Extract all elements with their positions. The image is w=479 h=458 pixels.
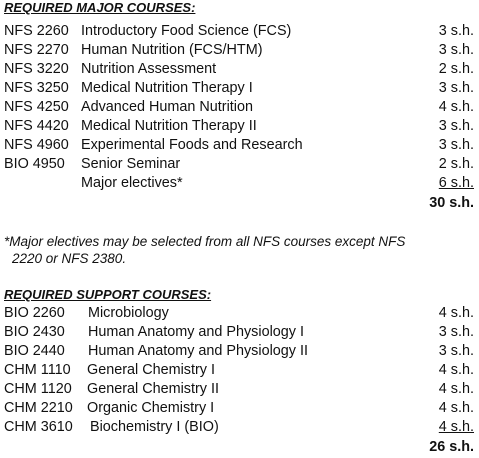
course-title: General Chemistry I — [87, 362, 215, 378]
course-title: Senior Seminar — [81, 156, 181, 172]
course-credits: 3 s.h. — [438, 137, 474, 153]
course-title: Major electives* — [81, 175, 183, 191]
total-row — [4, 194, 474, 213]
major-total-credits: 30 s.h. — [429, 195, 474, 211]
course-row — [4, 98, 474, 117]
major-courses-heading: REQUIRED MAJOR COURSES: — [4, 0, 196, 15]
course-title: Organic Chemistry I — [87, 400, 215, 416]
course-title: Medical Nutrition Therapy II — [81, 118, 257, 134]
course-code: NFS 2270 — [4, 42, 69, 58]
course-code: BIO 2430 — [4, 324, 65, 340]
course-title: Microbiology — [88, 305, 169, 321]
course-row — [4, 304, 474, 323]
course-credits: 4 s.h. — [438, 400, 474, 416]
course-row — [4, 361, 474, 380]
course-credits: 4 s.h. — [438, 362, 474, 378]
course-credits: 4 s.h. — [438, 419, 474, 435]
course-credits: 3 s.h. — [438, 23, 474, 39]
support-courses-heading: REQUIRED SUPPORT COURSES: — [4, 287, 212, 302]
course-code: NFS 3220 — [4, 61, 69, 77]
course-title: Advanced Human Nutrition — [81, 99, 253, 115]
course-credits: 4 s.h. — [438, 305, 474, 321]
course-code: CHM 3610 — [4, 419, 73, 435]
course-credits: 6 s.h. — [438, 175, 474, 191]
course-code: CHM 1120 — [4, 381, 72, 397]
course-row — [4, 79, 474, 98]
course-row — [4, 22, 474, 41]
course-credits: 3 s.h. — [438, 324, 474, 340]
course-title: Introductory Food Science (FCS) — [81, 23, 292, 39]
course-code: CHM 2210 — [4, 400, 73, 416]
course-code: BIO 4950 — [4, 156, 65, 172]
course-credits: 3 s.h. — [438, 118, 474, 134]
course-code: NFS 4250 — [4, 99, 69, 115]
course-code: NFS 2260 — [4, 23, 69, 39]
course-row — [4, 174, 474, 193]
course-credits: 2 s.h. — [438, 156, 474, 172]
course-credits: 3 s.h. — [438, 42, 474, 58]
electives-footnote-line-1: *Major electives may be selected from all NFS courses except NFS — [4, 234, 406, 249]
course-code: NFS 3250 — [4, 80, 69, 96]
course-code: BIO 2260 — [4, 305, 65, 321]
course-title: General Chemistry II — [87, 381, 219, 397]
course-credits: 4 s.h. — [438, 99, 474, 115]
course-title: Human Nutrition (FCS/HTM) — [81, 42, 263, 58]
course-row — [4, 418, 474, 437]
course-row — [4, 136, 474, 155]
course-title: Medical Nutrition Therapy I — [81, 80, 253, 96]
course-row — [4, 41, 474, 60]
support-total-credits: 26 s.h. — [429, 439, 474, 455]
course-code: NFS 4960 — [4, 137, 69, 153]
course-credits: 3 s.h. — [438, 80, 474, 96]
course-title: Experimental Foods and Research — [81, 137, 303, 153]
course-row — [4, 380, 474, 399]
course-credits: 3 s.h. — [438, 343, 474, 359]
course-row — [4, 323, 474, 342]
course-code: CHM 1110 — [4, 362, 71, 378]
total-row — [4, 438, 474, 457]
course-title: Human Anatomy and Physiology II — [88, 343, 308, 359]
course-row — [4, 342, 474, 361]
electives-footnote-line-2: 2220 or NFS 2380. — [12, 251, 127, 266]
course-credits: 2 s.h. — [438, 61, 474, 77]
course-title: Human Anatomy and Physiology I — [88, 324, 304, 340]
course-credits: 4 s.h. — [438, 381, 474, 397]
course-code: NFS 4420 — [4, 118, 69, 134]
course-title: Nutrition Assessment — [81, 61, 217, 77]
course-title: Biochemistry I (BIO) — [90, 419, 219, 435]
course-row — [4, 117, 474, 136]
course-row — [4, 155, 474, 174]
course-code: BIO 2440 — [4, 343, 65, 359]
course-row — [4, 60, 474, 79]
course-row — [4, 399, 474, 418]
